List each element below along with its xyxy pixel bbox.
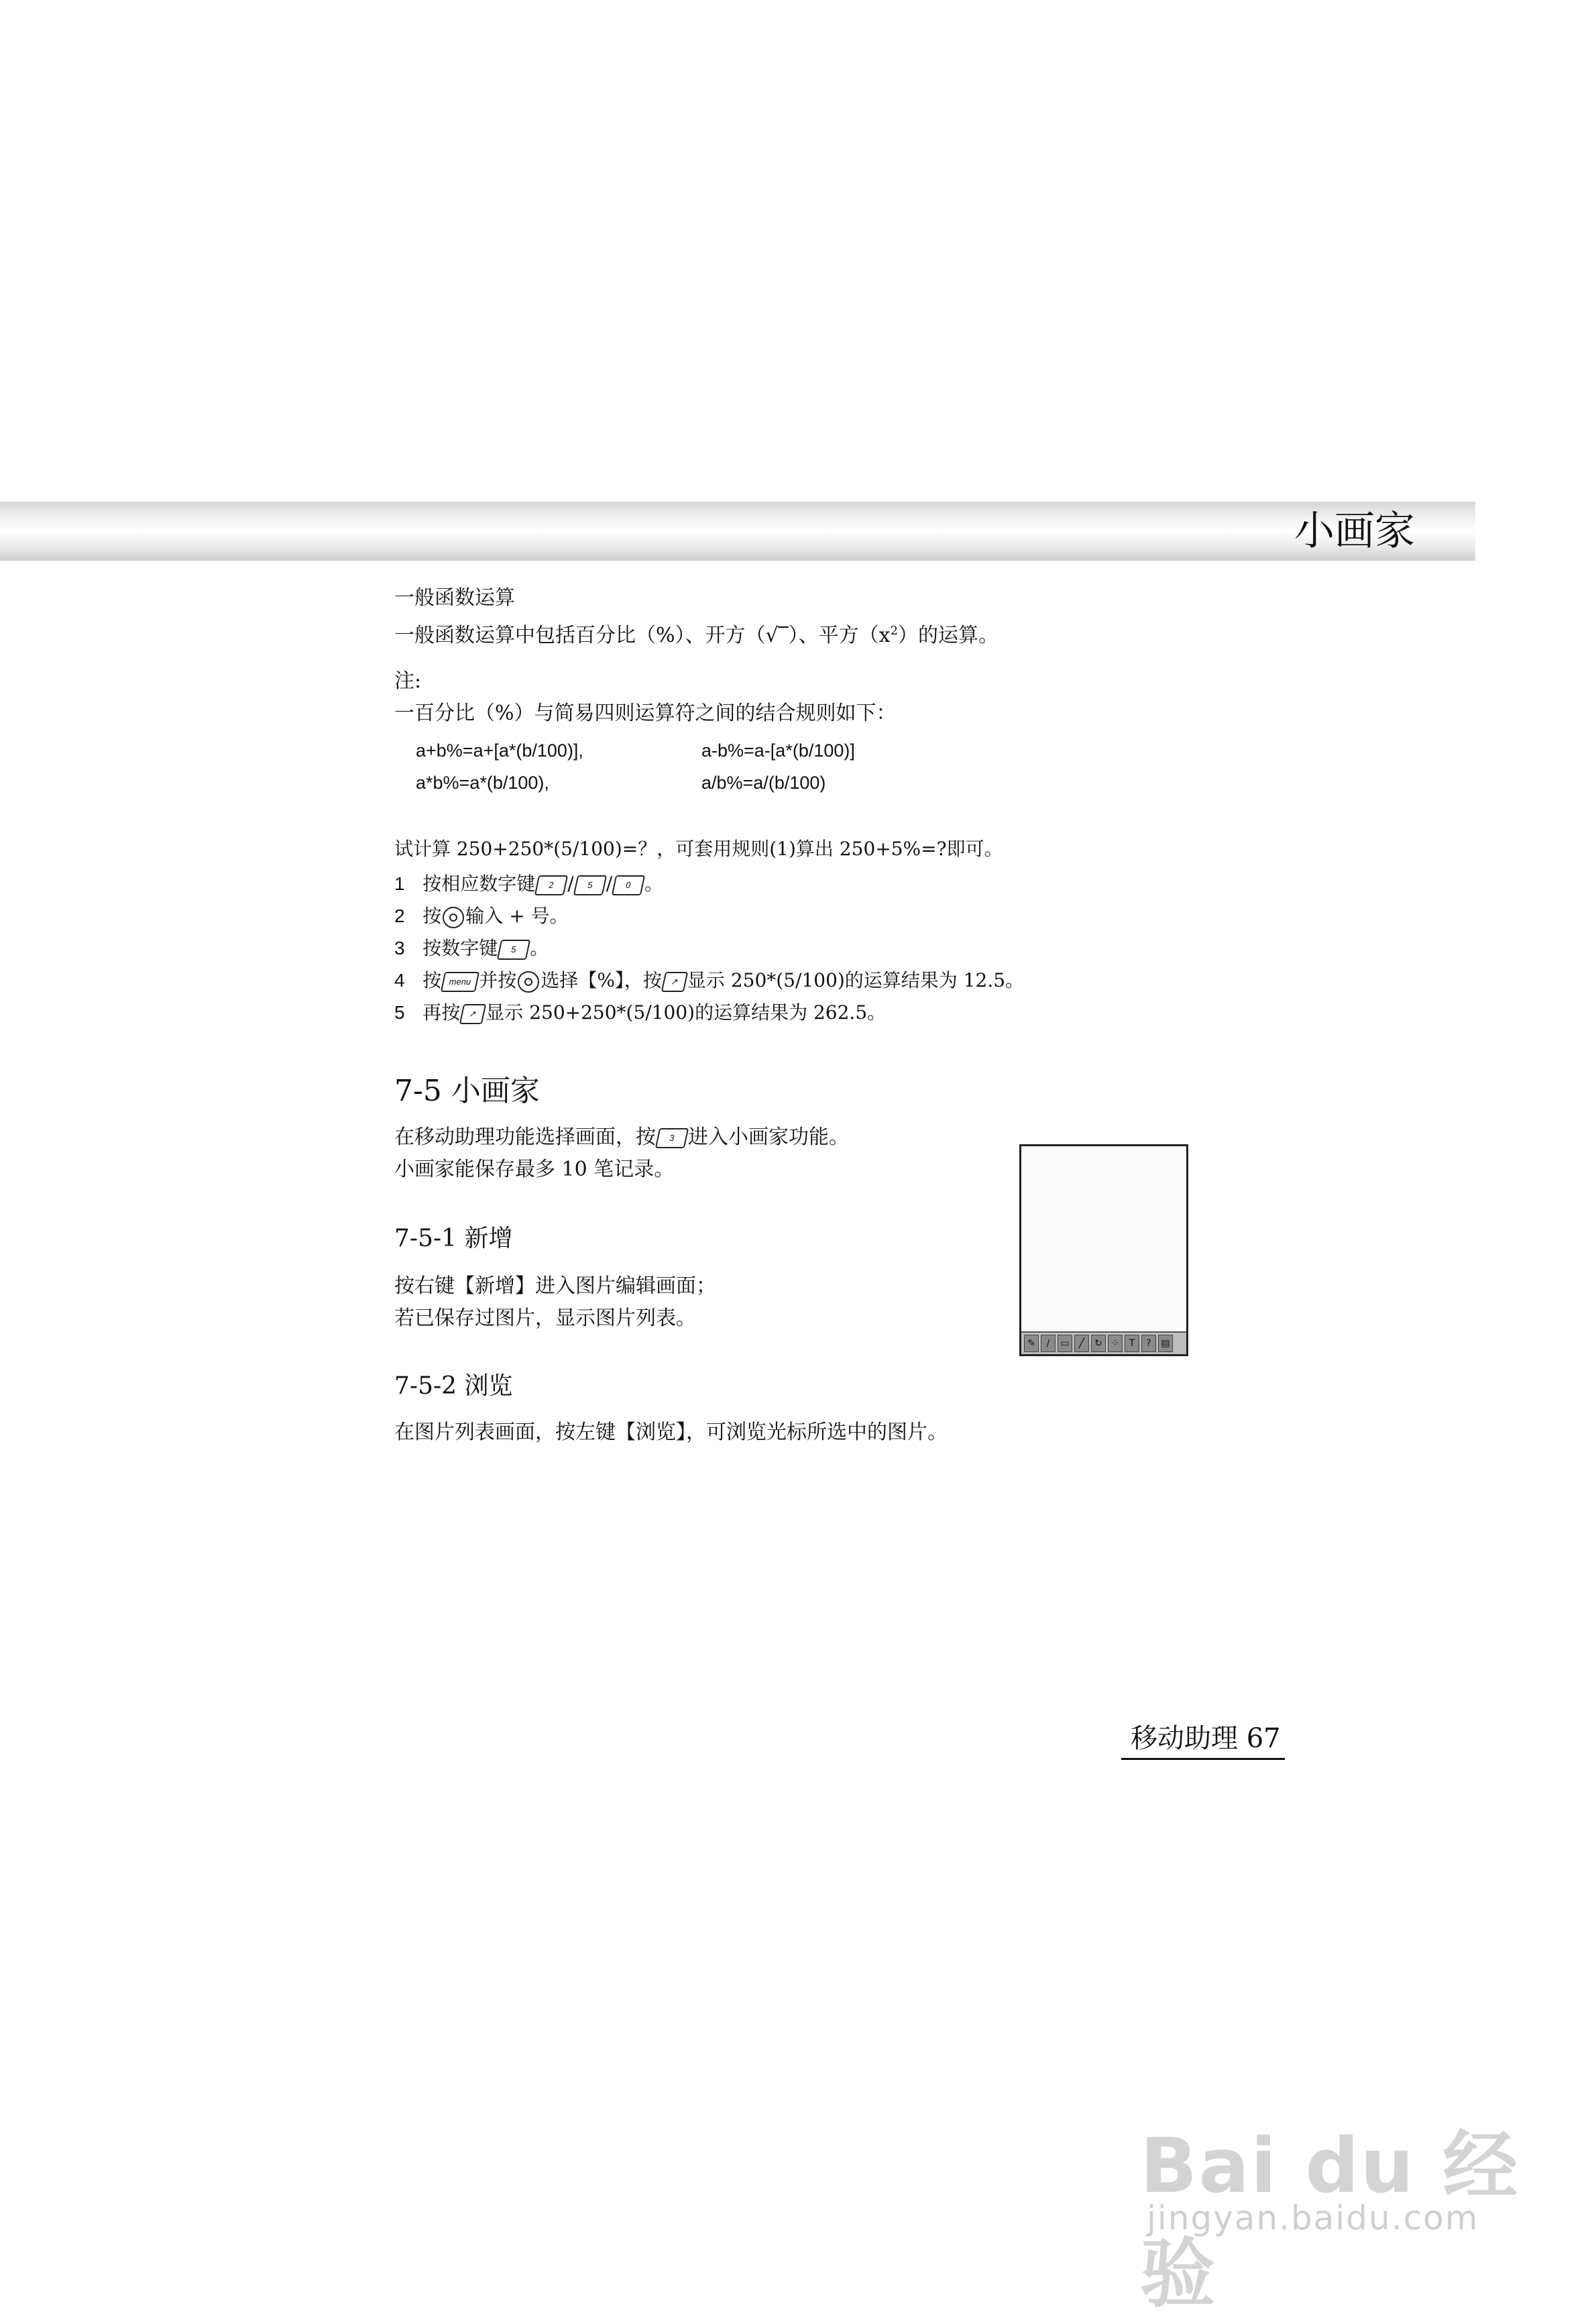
paint-toolbar	[1021, 1331, 1186, 1354]
intro-text-3: ）的运算。	[898, 624, 999, 647]
step-text-end: 。	[530, 937, 549, 959]
brush-icon: ∕	[1041, 1335, 1056, 1352]
step-number: 2	[394, 905, 405, 926]
step-text: 按	[422, 969, 442, 991]
question-icon: ?	[1141, 1335, 1156, 1352]
eraser-icon: ▭	[1058, 1335, 1072, 1352]
subsection-heading-browse: 7-5-2 浏览	[394, 1372, 513, 1400]
intro-text-2: ）、平方（x	[788, 624, 891, 647]
key-5-icon: 5	[497, 940, 530, 960]
step-number: 5	[394, 1002, 405, 1023]
formula-2a: a*b%=a*(b/100),	[416, 773, 549, 793]
save-icon: ▤	[1158, 1335, 1173, 1352]
browse-line-1: 在图片列表画面，按左键【浏览】，可浏览光标所选中的图片。	[394, 1421, 948, 1444]
new-line-2: 若已保存过图片，显示图片列表。	[394, 1307, 696, 1330]
step-text: 按	[422, 905, 442, 927]
rotate-icon: ↻	[1091, 1335, 1106, 1352]
step-text-end: 输入 + 号。	[465, 905, 569, 927]
intro-text-1: 一般函数运算中包括百分比（%）、开方（	[394, 624, 766, 647]
paint-text-1: 在移动助理功能选择画面，按	[394, 1125, 656, 1149]
pencil-icon: ✎	[1024, 1335, 1039, 1352]
step-text-mid2: 选择【%】，按	[540, 969, 662, 991]
step-number: 3	[394, 938, 405, 958]
step-text-end: 。	[644, 873, 664, 895]
nav-key-icon	[443, 907, 464, 928]
intro-paragraph	[394, 618, 999, 648]
subsection-heading-new: 7-5-1 新增	[394, 1225, 513, 1252]
key-2-icon: 2	[534, 875, 568, 895]
step-1: 1 按相应数字键 2 / 5 / 0 。	[394, 873, 664, 895]
send-key-icon: ↗	[661, 972, 688, 992]
note-label: 注:	[394, 669, 422, 693]
example-text: 试计算 250+250*(5/100)=？，可套用规则(1)算出 250+5%=?即可。	[394, 838, 1003, 860]
step-text: 按数字键	[422, 937, 498, 959]
nav-key-icon	[518, 971, 539, 993]
baidu-watermark	[1140, 2106, 1556, 2318]
new-line-1: 按右键【新增】进入图片编辑画面；	[394, 1274, 716, 1298]
paint-screen-illustration	[1019, 1144, 1188, 1356]
step-text-end: 显示 250*(5/100)的运算结果为 12.5。	[687, 969, 1025, 991]
note-text: 一百分比（%）与简易四则运算符之间的结合规则如下：	[394, 702, 897, 725]
key-3-icon: 3	[655, 1128, 689, 1148]
step-text-end: 显示 250+250*(5/100)的运算结果为 262.5。	[486, 1001, 887, 1024]
header-banner	[0, 502, 1475, 561]
intro-superscript: 2	[890, 624, 899, 638]
paint-line-2: 小画家能保存最多 10 笔记录。	[394, 1158, 675, 1181]
step-text: 按相应数字键	[422, 873, 536, 895]
paint-line-1	[394, 1120, 849, 1150]
key-0-icon: 0	[612, 875, 645, 895]
send-key-icon: ↗	[459, 1004, 486, 1024]
formula-1a: a+b%=a+[a*(b/100)],	[416, 740, 583, 761]
line-icon: ╱	[1074, 1335, 1089, 1352]
step-5	[394, 998, 886, 1025]
watermark-url: jingyan.baidu.com	[1147, 2199, 1479, 2237]
step-number: 4	[394, 970, 405, 991]
step-3	[394, 934, 549, 960]
menu-key-icon: menu	[441, 972, 479, 992]
text-icon: T	[1125, 1335, 1139, 1352]
formula-1b: a-b%=a-[a*(b/100)]	[701, 740, 855, 761]
step-4	[394, 966, 1024, 993]
page-title: 小画家	[1294, 508, 1415, 555]
page-footer: 移动助理 67	[1121, 1717, 1285, 1760]
section-heading-paint: 7-5 小画家	[394, 1074, 540, 1108]
formula-2b: a/b%=a/(b/100)	[701, 773, 826, 793]
watermark-logo: Bai du 经验	[1140, 2123, 1520, 2318]
sqrt-icon: √‾	[765, 624, 789, 647]
step-number: 1	[394, 873, 405, 894]
section-heading-general: 一般函数运算	[394, 586, 515, 610]
step-2	[394, 901, 569, 928]
step-text-mid1: 并按	[479, 969, 517, 991]
key-5-icon: 5	[573, 875, 607, 895]
spray-icon: ⁘	[1108, 1335, 1123, 1352]
paint-text-2: 进入小画家功能。	[688, 1125, 849, 1149]
step-text: 再按	[422, 1001, 461, 1024]
